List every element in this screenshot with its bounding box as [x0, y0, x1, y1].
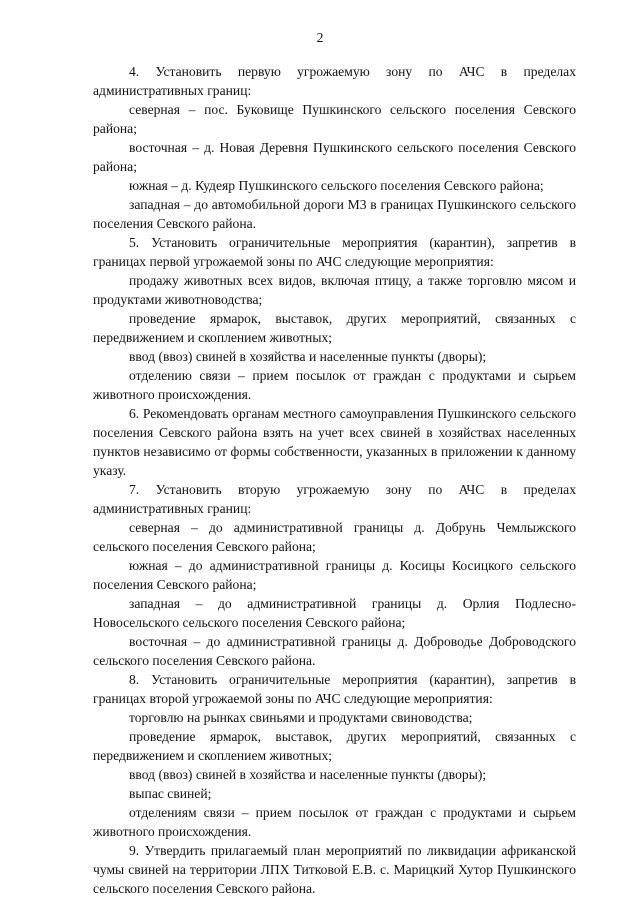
paragraph-ban-import: ввод (ввоз) свиней в хозяйства и населенные пункты (дворы); [129, 349, 487, 364]
paragraph-south-border: южная – д. Кудеяр Пушкинского сельского поселения Севского района; [129, 178, 544, 193]
paragraph-east-border-2: восточная – до административной границы д. Доброводье Доброводского сельского поселения Севского района. [93, 634, 576, 668]
paragraph-north-border: северная – пос. Буковище Пушкинского сельского поселения Севского района; [93, 102, 576, 136]
document-body [93, 62, 576, 898]
paragraph-ban-fairs-2: проведение ярмарок, выставок, других мероприятий, связанных с передвижением и скоплением животных; [93, 729, 576, 763]
paragraph-8-quarantine: 8. Установить ограничительные мероприятия (карантин), запретив в границах второй угрожаемой зоны по АЧС следующие мероприятия: [93, 672, 576, 706]
paragraph-9-plan: 9. Утвердить прилагаемый план мероприятий по ликвидации африканской чумы свиней на территории ЛПХ Титковой Е.В. с. Марицкий Хутор Пушкинского сельского поселения Севского района. [93, 843, 576, 896]
paragraph-7-second-zone: 7. Установить вторую угрожаемую зону по АЧС в пределах административных границ: [93, 482, 576, 516]
page-number: 2 [316, 30, 324, 45]
paragraph-ban-post-2: отделениям связи – прием посылок от граждан с продуктами и сырьем животного происхождения. [93, 805, 576, 839]
paragraph-5-quarantine: 5. Установить ограничительные мероприятия (карантин), запретив в границах первой угрожаемой зоны по АЧС следующие мероприятия: [93, 235, 576, 269]
paragraph-north-border-2: северная – до административной границы д. Добрунь Чемлыжского сельского поселения Севского района; [93, 520, 576, 554]
paragraph-east-border: восточная – д. Новая Деревня Пушкинского сельского поселения Севского района; [93, 140, 576, 174]
paragraph-south-border-2: южная – до административной границы д. Косицы Косицкого сельского поселения Севского района; [93, 558, 576, 592]
paragraph-west-border-2: западная – до административной границы д. Орлия Подлесно-Новосельского сельского поселения Севского района; [93, 596, 576, 630]
paragraph-west-border: западная – до автомобильной дороги М3 в границах Пушкинского сельского поселения Севского района. [93, 197, 576, 231]
paragraph-ban-post: отделению связи – прием посылок от граждан с продуктами и сырьем животного происхождения. [93, 368, 576, 402]
paragraph-ban-fairs: проведение ярмарок, выставок, других мероприятий, связанных с передвижением и скоплением животных; [93, 311, 576, 345]
paragraph-ban-market: торговлю на рынках свиньями и продуктами свиноводства; [129, 710, 473, 725]
paragraph-ban-sales: продажу животных всех видов, включая птицу, а также торговлю мясом и продуктами животноводства; [93, 273, 576, 307]
paragraph-4-first-zone: 4. Установить первую угрожаемую зону по АЧС в пределах административных границ: [93, 64, 576, 98]
paragraph-6-registration: 6. Рекомендовать органам местного самоуправления Пушкинского сельского поселения Севского района взять на учет всех свиней в хозяйствах населенных пунктов независимо от формы собственности, указанных в приложении к данному указу. [93, 406, 576, 478]
paragraph-ban-grazing: выпас свиней; [129, 786, 212, 801]
paragraph-ban-import-2: ввод (ввоз) свиней в хозяйства и населенные пункты (дворы); [129, 767, 487, 782]
